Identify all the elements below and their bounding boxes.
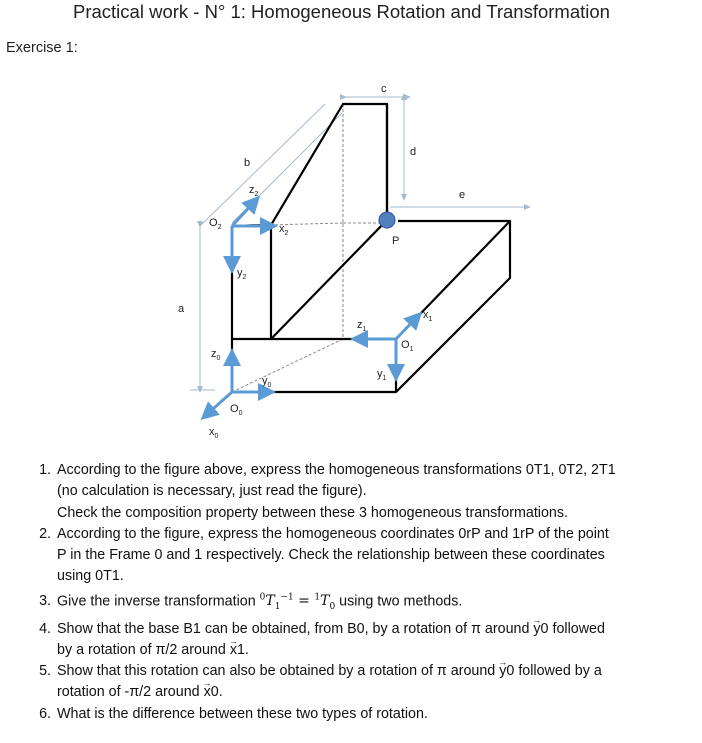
question-1-line-1: 1. According to the figure above, express the homogeneous transformations 0T1, 0T2, 2T1 (57, 462, 616, 478)
page-title: Practical work - N° 1: Homogeneous Rotation and Transformation (73, 1, 610, 22)
inverse-formula: $^0T_1^{-1} = ^1T_0$ (259, 592, 336, 613)
label-x1-sub: 1 (428, 316, 433, 323)
question-3-pre: Give the inverse transformation (57, 593, 260, 610)
question-3 (55, 588, 702, 619)
label-x2-sub: 2 (284, 230, 289, 237)
question-1-line-3: Check the composition property between these 3 homogeneous transformations. (57, 504, 569, 521)
question-5 (55, 661, 702, 704)
label-o0: O (230, 403, 239, 415)
label-a: a (178, 303, 185, 315)
label-o1: O (401, 339, 410, 351)
svg-text:x2 (279, 223, 289, 237)
question-5-line-2: rotation of -π/2 around → x0. (57, 682, 702, 703)
robot-frames-figure (0, 60, 702, 450)
svg-text:y1 (377, 368, 387, 382)
svg-text:O1 (401, 339, 414, 353)
label-x2: x (279, 223, 285, 235)
label-z2-sub: 2 (254, 191, 259, 198)
label-z0-sub: 0 (216, 355, 221, 362)
label-y0-sub: 0 (267, 382, 272, 389)
question-4-line-1: 4. Show that the base B1 can be obtained, from B0, by a rotation of π around → y0 followed (57, 619, 702, 640)
label-c: c (381, 83, 387, 95)
hidden-edges (232, 104, 390, 392)
label-b: b (244, 157, 251, 169)
label-z2: z (249, 184, 255, 196)
svg-text:z0 (211, 348, 221, 362)
label-o2: O (209, 217, 218, 229)
label-z1-sub: 1 (362, 326, 367, 333)
label-y0: y (262, 375, 268, 387)
label-y1: y (377, 368, 383, 380)
label-z0: z (211, 348, 217, 360)
label-y1-sub: 1 (382, 375, 387, 382)
object-edges (232, 104, 510, 392)
question-4 (55, 619, 702, 662)
question-1 (55, 460, 702, 524)
question-2-line-2: P in the Frame 0 and 1 respectively. Check the relationship between these coordinates (57, 547, 605, 564)
vector-y0: → y0 (499, 661, 514, 682)
svg-text:O0 (230, 403, 243, 417)
label-e: e (459, 189, 466, 201)
label-x1: x (423, 309, 429, 321)
question-6-line-1: 6. What is the difference between these two types of rotation. (57, 705, 428, 722)
label-d: d (410, 146, 417, 158)
question-2-line-1: 2. According to the figure, express the homogeneous coordinates 0rP and 1rP of the point (57, 525, 609, 542)
label-z1: z (357, 319, 363, 331)
exercise-heading: Exercise 1: (6, 40, 78, 56)
svg-text:y0 (262, 375, 272, 389)
question-6 (55, 704, 702, 725)
label-o2-sub: 2 (217, 224, 222, 231)
svg-text:y2 (237, 267, 247, 281)
question-2-line-3: using 0T1. (57, 568, 124, 585)
svg-text:z1 (357, 319, 367, 333)
label-y2: y (237, 267, 243, 279)
vector-y0: → y0 (533, 619, 548, 640)
dimension-lines (190, 94, 530, 392)
svg-text:x1 (423, 309, 433, 323)
label-p: P (392, 235, 400, 247)
question-1-line-2: (no calculation is necessary, just read the figure). (57, 483, 367, 500)
question-5-line-1: 5. Show that this rotation can also be obtained by a rotation of π around → y0 followed by a (57, 661, 702, 682)
question-3-post: using two methods. (335, 593, 463, 610)
question-list (28, 460, 702, 725)
frame-2-axes (232, 200, 272, 268)
label-y2-sub: 2 (242, 274, 247, 281)
label-x0-sub: 0 (214, 433, 219, 440)
svg-text:z2 (249, 184, 259, 198)
svg-text:x0 (209, 426, 219, 440)
question-4-line-2: by a rotation of π/2 around → x1. (57, 640, 702, 661)
figure-labels (178, 83, 465, 440)
point-p (379, 212, 395, 228)
question-2 (55, 524, 702, 588)
label-o0-sub: 0 (238, 410, 243, 417)
vector-x0: → x0 (204, 682, 219, 703)
label-o1-sub: 1 (409, 346, 414, 353)
svg-text:O2 (209, 217, 222, 231)
vector-x1: → x1 (230, 640, 245, 661)
label-x0: x (209, 426, 215, 438)
